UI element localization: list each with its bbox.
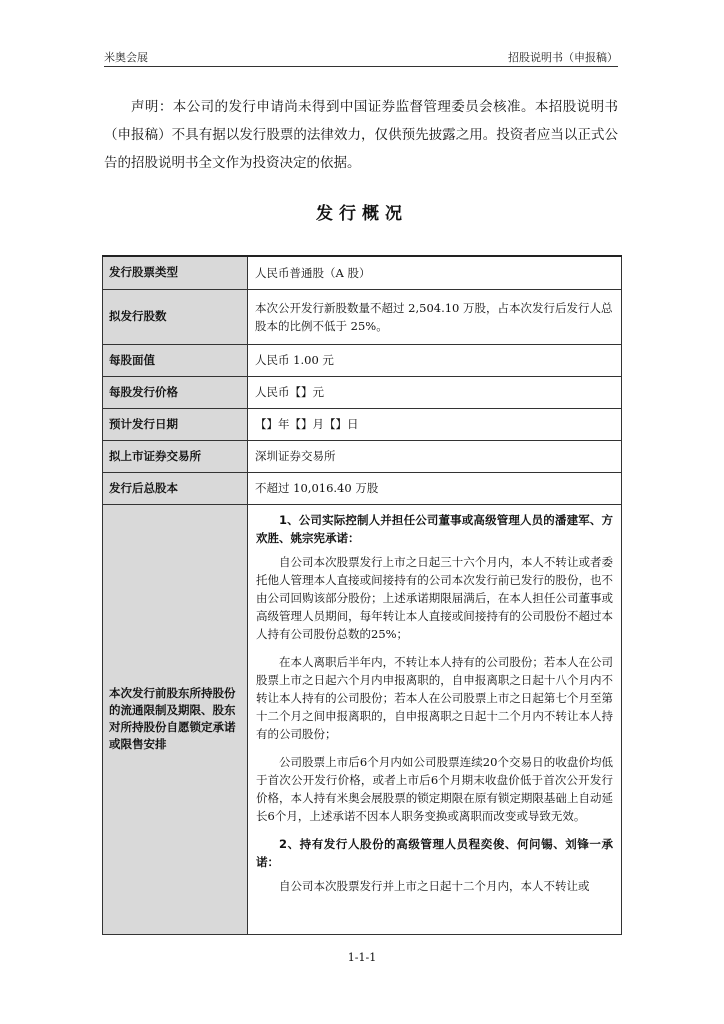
table-row: [103, 440, 622, 472]
table-row: [103, 376, 622, 408]
lockup-paragraph-3: 公司股票上市后6个月内如公司股票连续20个交易日的收盘价均低于首次公开发行价格，或者上市后6个月期末收盘价低于首次公开发行价格，本人持有米奥会展股票的锁定期限在原有锁定期限基础上自动延长6个月，上述承诺不因本人职务变换或离职而改变或导致无效。: [256, 754, 613, 823]
table-row: [103, 289, 622, 344]
table-row: [103, 472, 622, 504]
lockup-paragraph-4: 自公司本次股票发行并上市之日起十二个月内，本人不转让或: [279, 878, 590, 893]
row-value: 本次公开发行新股数量不超过 2,504.10 万股，占本次发行后发行人总股本的比例不低于 25%。: [248, 289, 622, 344]
row-value: 人民币普通股（A 股）: [248, 256, 622, 289]
lockup-heading-2: 2、持有发行人股份的高级管理人员程奕俊、何问锡、刘锋一承诺：: [256, 836, 613, 869]
row-value: 人民币【】元: [248, 376, 622, 408]
declaration-paragraph: 声明：本公司的发行申请尚未得到中国证券监督管理委员会核准。本招股说明书（申报稿）不具有据以发行股票的法律效力，仅供预先披露之用。投资者应当以正式公告的招股说明书全文作为投资决定的依据。: [104, 99, 618, 171]
table-row: [103, 344, 622, 376]
row-label: 拟发行股数: [103, 289, 248, 344]
header-doc-title: 招股说明书（申报稿）: [508, 51, 618, 64]
lockup-heading-1: 1、公司实际控制人并担任公司董事或高级管理人员的潘建军、方欢胜、姚宗宪承诺：: [256, 512, 613, 545]
table-row: [103, 256, 622, 289]
row-value: 【】年【】月【】日: [248, 408, 622, 440]
table-row-lockup: [103, 504, 622, 934]
lockup-label: 本次发行前股东所持股份的流通限制及期限、股东对所持股份自愿锁定承诺或限售安排: [103, 504, 248, 934]
header-company: 米奥会展: [104, 51, 148, 64]
row-value: 深圳证券交易所: [248, 440, 622, 472]
table-row: [103, 408, 622, 440]
row-label: 每股发行价格: [103, 376, 248, 408]
page-number: 1-1-1: [347, 951, 377, 964]
offering-overview-table: [102, 255, 622, 935]
lockup-content: [248, 505, 621, 934]
lockup-content-cell: [248, 504, 622, 934]
row-value: 不超过 10,016.40 万股: [248, 472, 622, 504]
lockup-paragraph-2: 在本人离职后半年内，不转让本人持有的公司股份；若本人在公司股票上市之日起六个月内申报离职的，自申报离职之日起十八个月内不转让本人持有的公司股份；若本人在公司股票上市之日起第七个月至第十二个月之间申报离职的，自申报离职之日起十二个月内不转让本人持有的公司股份；: [256, 654, 613, 741]
row-label: 发行股票类型: [103, 256, 248, 289]
page-header: [104, 46, 618, 67]
row-value: 人民币 1.00 元: [248, 344, 622, 376]
row-label: 发行后总股本: [103, 472, 248, 504]
row-label: 拟上市证券交易所: [103, 440, 248, 472]
lockup-paragraph-1: 自公司本次股票发行上市之日起三十六个月内，本人不转让或者委托他人管理本人直接或间接持有的公司本次发行前已发行的股份，也不由公司回购该部分股份；上述承诺期限届满后，在本人担任公司董事或高级管理人员期间，每年转让本人直接或间接持有的公司股份不超过本人持有公司股份总数的25%；: [256, 554, 613, 641]
section-title: 发行概况: [316, 204, 408, 224]
row-label: 每股面值: [103, 344, 248, 376]
row-label: 预计发行日期: [103, 408, 248, 440]
